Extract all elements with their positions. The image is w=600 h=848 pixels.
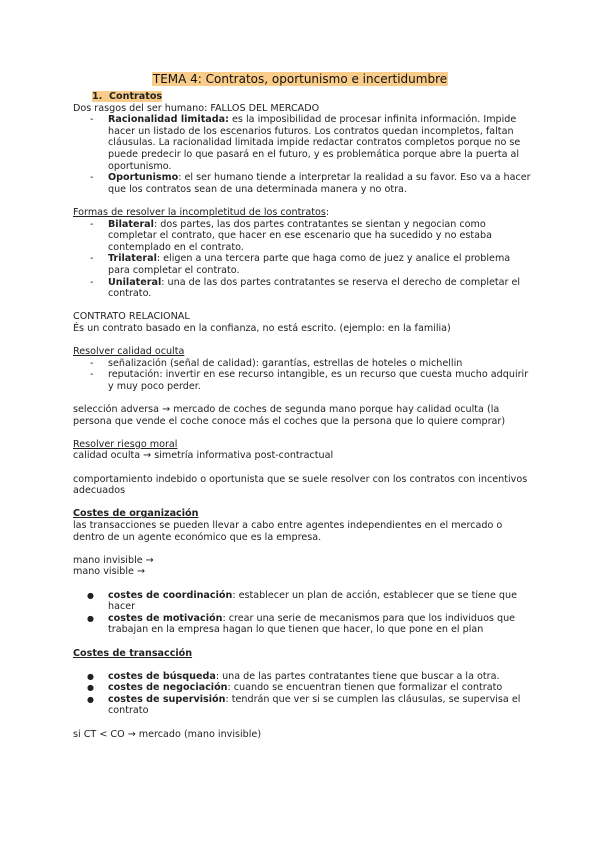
relacional-heading: CONTRATO RELACIONAL <box>73 311 190 323</box>
comportamiento-text: comportamiento indebido o oportunista que se suele resolver con los contratos con incentivos adecuados <box>73 473 528 497</box>
title-text: TEMA 4: Contratos, oportunismo e incertidumbre <box>152 72 448 86</box>
intro-line: Dos rasgos del ser humano: FALLOS DEL MERCADO <box>73 102 320 114</box>
org-item: ● costes de motivación: crear una serie de mecanismos para que los individuos que trabajan en la empresa hagan lo que tienen que hacer, lo que pone en el plan <box>73 613 533 636</box>
section-heading-contratos: 1. Contratos <box>92 91 163 102</box>
calidad-item: - señalización (señal de calidad): garantías, estrellas de hoteles o michellin <box>73 358 533 370</box>
rasgo-item: - Oportunismo: el ser humano tiende a interpretar la realidad a su favor. Eso va a hacer que los contratos sean de una determinada manera y no otra. <box>73 172 533 195</box>
final-text: si CT < CO → mercado (mano invisible) <box>73 728 262 740</box>
riesgo-text: calidad oculta → simetría informativa post-contractual <box>73 450 334 462</box>
document-title <box>0 72 600 87</box>
seleccion-text: selección adversa → mercado de coches de segunda mano porque hay calidad oculta (la persona que vende el coche conoce más el coches que la persona que lo quiere comprar) <box>73 404 506 427</box>
relacional-text: És un contrato basado en la confianza, no está escrito. (ejemplo: en la familia) <box>73 322 451 334</box>
mano-invisible: mano invisible → <box>73 554 154 566</box>
forma-item: - Unilateral: una de las dos partes contratantes se reserva el derecho de completar el contrato. <box>73 277 533 300</box>
document-content <box>73 91 533 740</box>
trans-item: ● costes de supervisión: tendrán que ver si se cumplen las cláusulas, se supervisa el contrato <box>73 694 533 717</box>
riesgo-heading: Resolver riesgo moral <box>73 438 178 450</box>
trans-item: ● costes de búsqueda: una de las partes contratantes tiene que buscar a la otra. <box>73 671 533 683</box>
org-text: las transacciones se pueden llevar a cabo entre agentes independientes en el mercado o dentro de un agente económico que es la empresa. <box>73 519 503 543</box>
trans-heading: Costes de transacción <box>73 647 193 659</box>
org-item: ● costes de coordinación: establecer un plan de acción, establecer que se tiene que hacer <box>73 590 533 613</box>
calidad-heading: Resolver calidad oculta <box>73 346 185 358</box>
trans-item: ● costes de negociación: cuando se encuentran tienen que formalizar el contrato <box>73 682 533 694</box>
formas-heading: Formas de resolver la incompletitud de los contratos: <box>73 206 330 218</box>
forma-item: - Trilateral: eligen a una tercera parte que haga como de juez y analice el problema para completar el contrato. <box>73 253 533 276</box>
forma-item: - Bilateral: dos partes, las dos partes contratantes se sientan y negocian como completar el contrato, que hacer en ese escenario que ha sucedido y no estaba contemplado en el contrato. <box>73 219 533 254</box>
org-heading: Costes de organización <box>73 508 199 520</box>
rasgo-item: - Racionalidad limitada: es la imposibilidad de procesar infinita información. Impide hacer un listado de los escenarios futuros. Los contratos quedan incompletos, faltan cláusulas. La racionalidad limitada impide redactar contratos completos porque no se puede predecir lo que pasará en el futuro, y es problemática porque abre la puerta al oportunismo. <box>73 114 533 172</box>
calidad-item: - reputación: invertir en ese recurso intangible, es un recurso que cuesta mucho adquirir y muy poco perder. <box>73 369 533 392</box>
mano-visible: mano visible → <box>73 566 145 578</box>
